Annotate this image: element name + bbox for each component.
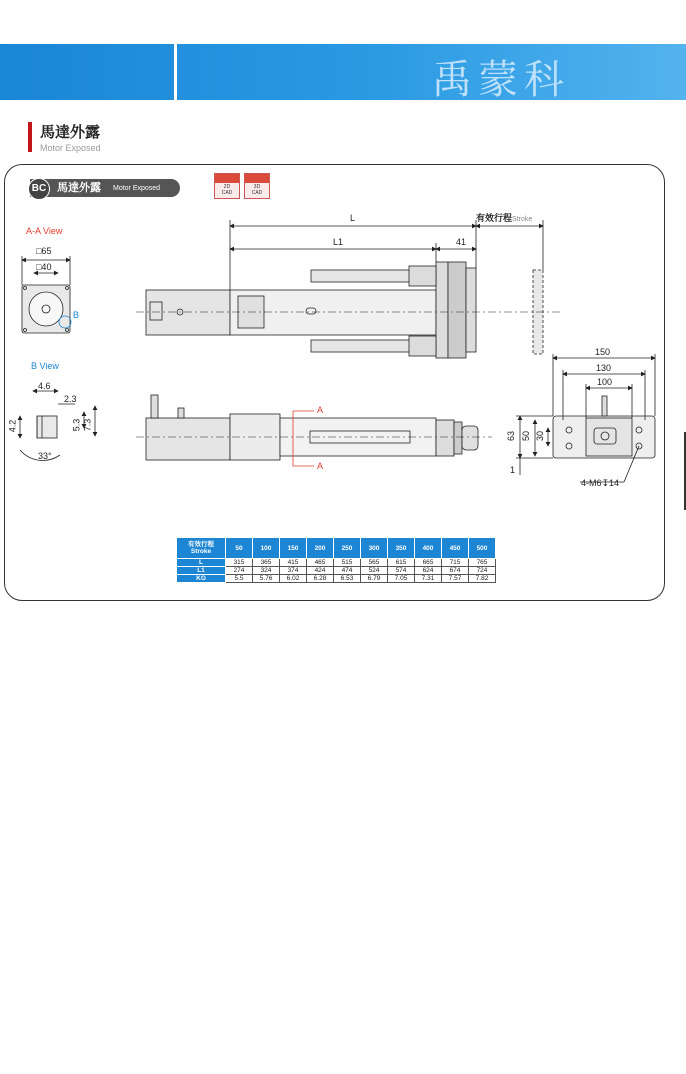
brand-logo: 禹蒙科 (432, 57, 570, 103)
section-a-bottom: A (317, 461, 324, 471)
stroke-col: 100 (253, 538, 280, 559)
cell: 7.05 (388, 575, 415, 583)
cad-2d-line2: CAD (221, 190, 233, 196)
cell: 6.28 (307, 575, 334, 583)
spec-header-stroke (177, 538, 226, 559)
table-row (177, 575, 496, 583)
dim-1: 1 (510, 465, 516, 475)
cell: 574 (388, 567, 415, 575)
cad-3d-line1: 3D (253, 184, 261, 190)
cell: 765 (469, 559, 496, 567)
section-subtitle: Motor Exposed (40, 143, 101, 153)
cell: 424 (307, 567, 334, 575)
cell: 7.57 (442, 575, 469, 583)
row-label: KG (177, 575, 226, 583)
dim-100: 100 (597, 377, 613, 387)
dim-150: 150 (595, 347, 611, 357)
hole-spec: 4-M6↧14 (581, 478, 620, 488)
aa-b-marker: B (73, 310, 80, 320)
cell: 615 (388, 559, 415, 567)
end-block (436, 262, 448, 358)
cell: 374 (280, 567, 307, 575)
cell: 524 (361, 567, 388, 575)
cell: 565 (361, 559, 388, 567)
cell: 315 (226, 559, 253, 567)
spec-header-row (177, 538, 496, 559)
aa-dim-40: □40 (36, 262, 52, 272)
dim-30: 30 (535, 430, 546, 442)
variant-subtitle: Motor Exposed (113, 185, 161, 192)
cell: 6.79 (361, 575, 388, 583)
dim-130: 130 (596, 363, 612, 373)
dim-63: 63 (506, 430, 517, 442)
cell: 724 (469, 567, 496, 575)
aa-view-circle (29, 292, 63, 326)
b-dim-4-2: 4.2 (7, 419, 18, 433)
cell: 715 (442, 559, 469, 567)
cell: 624 (415, 567, 442, 575)
cell: 6.02 (280, 575, 307, 583)
cell: 365 (253, 559, 280, 567)
stroke-col: 250 (334, 538, 361, 559)
stroke-label (476, 211, 532, 224)
cell: 415 (280, 559, 307, 567)
spec-table (176, 537, 496, 583)
cell: 665 (415, 559, 442, 567)
spec-header-en: Stroke (190, 548, 212, 555)
cell: 674 (442, 567, 469, 575)
aa-view-label: A-A View (26, 226, 63, 236)
stroke-col: 450 (442, 538, 469, 559)
section-a-top: A (317, 405, 324, 415)
cell: 515 (334, 559, 361, 567)
b-dim-4-6: 4.6 (38, 381, 51, 391)
row-label: L1 (177, 567, 226, 575)
section-title: 馬達外露 (40, 124, 101, 141)
cell: 465 (307, 559, 334, 567)
stroke-label-zh: 有效行程 (476, 213, 513, 223)
table-row (177, 567, 496, 575)
cell: 6.53 (334, 575, 361, 583)
side-motor (146, 418, 230, 460)
cell: 5.76 (253, 575, 280, 583)
cad-2d-line1: 2D (223, 184, 231, 190)
b-view-label: B View (31, 361, 59, 371)
row-label: L (177, 559, 226, 567)
cell: 5.5 (226, 575, 253, 583)
cell: 324 (253, 567, 280, 575)
stroke-col: 200 (307, 538, 334, 559)
dim-41: 41 (456, 237, 467, 247)
stroke-col: 50 (226, 538, 253, 559)
b-dim-7-3: 7.3 (82, 418, 93, 432)
b-dim-angle: 33° (38, 451, 52, 461)
aa-dim-65: □65 (36, 246, 52, 256)
cell: 474 (334, 567, 361, 575)
cell: 274 (226, 567, 253, 575)
spec-header-zh: 有效行程 (188, 541, 214, 548)
cell: 7.31 (415, 575, 442, 583)
dim-50: 50 (521, 430, 532, 442)
stroke-col: 350 (388, 538, 415, 559)
dim-L: L (350, 213, 356, 223)
cad-3d-line2: CAD (251, 190, 263, 196)
stroke-col: 150 (280, 538, 307, 559)
b-dim-5-3: 5.3 (71, 418, 82, 432)
b-view-key (37, 416, 57, 438)
stroke-col: 400 (415, 538, 442, 559)
stroke-col: 500 (469, 538, 496, 559)
table-row (177, 559, 496, 567)
variant-code: BC (28, 178, 50, 200)
stroke-col: 300 (361, 538, 388, 559)
variant-title: 馬達外露 (57, 182, 101, 194)
cell: 7.82 (469, 575, 496, 583)
stroke-label-en: Stroke (512, 216, 533, 223)
dim-L1: L1 (333, 237, 344, 247)
b-dim-2-3: 2.3 (64, 394, 77, 404)
motor-body (146, 290, 230, 335)
